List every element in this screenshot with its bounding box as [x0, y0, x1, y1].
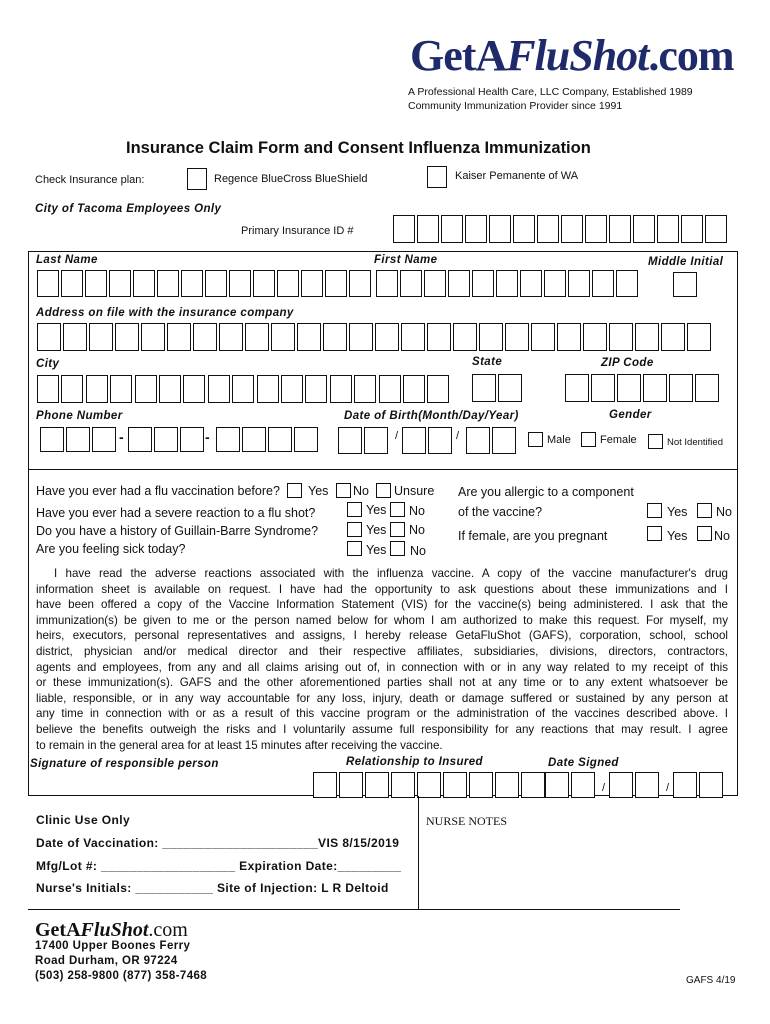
- phone-char-box[interactable]: [128, 427, 152, 452]
- q4-yes-label: Yes: [366, 543, 387, 557]
- primary-id-label: Primary Insurance ID #: [241, 225, 354, 237]
- phone-char-box[interactable]: [154, 427, 178, 452]
- consent-line: any time in connection with or as a result of this vaccine program or the administration of the vaccines described above. I: [36, 707, 728, 721]
- date-slash-2: /: [666, 782, 670, 794]
- date-signed-char-box[interactable]: [545, 772, 569, 798]
- consent-line: agents and employees, from any and all claims arising out of, in connection with or in any way related to my receipt of this: [36, 660, 728, 674]
- consent-line: have been offered a copy of the Vaccine Information Statement (VIS) for the vaccine(s) being administered. I ask that the: [36, 598, 728, 612]
- city-char-box[interactable]: [305, 375, 327, 403]
- first-name-char-box[interactable]: [568, 270, 590, 297]
- city-tacoma-label: City of Tacoma Employees Only: [35, 203, 222, 215]
- relationship-char-box[interactable]: [443, 772, 467, 798]
- address-char-box[interactable]: [453, 323, 477, 351]
- not-identified-label: Not Identified: [667, 437, 723, 448]
- primary-id-char-box[interactable]: [609, 215, 631, 243]
- date-slash-1: /: [602, 782, 606, 794]
- state-char-box[interactable]: [498, 374, 522, 402]
- city-char-box[interactable]: [330, 375, 352, 403]
- city-char-box[interactable]: [110, 375, 132, 403]
- zip-char-box[interactable]: [617, 374, 641, 402]
- consent-line: believe the benefits outweigh the risks and I voluntarily assume full responsibility for any reactions that may result. I agree: [36, 722, 728, 736]
- address-char-box[interactable]: [609, 323, 633, 351]
- q4-yes-checkbox[interactable]: [347, 541, 362, 556]
- kaiser-checkbox[interactable]: [427, 166, 447, 188]
- relationship-char-box[interactable]: [417, 772, 441, 798]
- phone-dash-1: -: [119, 429, 124, 445]
- last-name-char-box[interactable]: [85, 270, 107, 297]
- consent-line: or these immunization(s). GAFS and the other aforementioned parties shall not at any time or to any extent whatsoever be: [36, 676, 728, 690]
- primary-id-char-box[interactable]: [585, 215, 607, 243]
- last-name-char-box[interactable]: [109, 270, 131, 297]
- first-name-char-box[interactable]: [616, 270, 638, 297]
- first-name-char-box[interactable]: [448, 270, 470, 297]
- q5-no-checkbox[interactable]: [697, 503, 712, 518]
- relationship-char-box[interactable]: [313, 772, 337, 798]
- q3-no-checkbox[interactable]: [390, 522, 405, 537]
- signature-field[interactable]: [30, 770, 310, 794]
- dob-slash-2: /: [456, 430, 460, 442]
- question-flu-vaccination: Have you ever had a flu vaccination before?: [36, 484, 280, 498]
- relationship-char-box[interactable]: [521, 772, 545, 798]
- male-checkbox[interactable]: [528, 432, 543, 447]
- signature-label: Signature of responsible person: [30, 758, 219, 770]
- date-of-vaccination[interactable]: Date of Vaccination: ______________________VIS 8/15/2019: [36, 836, 400, 850]
- address-char-box[interactable]: [661, 323, 685, 351]
- last-name-label: Last Name: [36, 254, 98, 266]
- form-code: GAFS 4/19: [686, 975, 736, 986]
- zip-char-box[interactable]: [565, 374, 589, 402]
- phone-char-box[interactable]: [92, 427, 116, 452]
- footer-logo: GetAFluShot.com: [35, 919, 188, 941]
- phone-char-box[interactable]: [216, 427, 240, 452]
- q1-unsure-label: Unsure: [394, 484, 435, 498]
- date-signed-label: Date Signed: [548, 757, 619, 769]
- footer-phones: (503) 258-9800 (877) 358-7468: [35, 970, 208, 982]
- male-label: Male: [547, 434, 571, 446]
- dob-char-box[interactable]: [466, 427, 490, 454]
- first-name-label: First Name: [374, 254, 438, 266]
- middle-initial-label: Middle Initial: [648, 256, 724, 268]
- q5-yes-checkbox[interactable]: [647, 503, 662, 518]
- consent-paragraph: [36, 566, 728, 753]
- question-guillain-barre: Do you have a history of Guillain-Barre Syndrome?: [36, 524, 319, 538]
- city-char-box[interactable]: [257, 375, 279, 403]
- middle-initial-box[interactable]: [673, 272, 697, 297]
- q2-no-label: No: [409, 504, 425, 518]
- address-char-box[interactable]: [687, 323, 711, 351]
- city-char-box[interactable]: [86, 375, 108, 403]
- q2-no-checkbox[interactable]: [390, 502, 405, 517]
- dob-char-box[interactable]: [428, 427, 452, 454]
- date-signed-char-box[interactable]: [635, 772, 659, 798]
- consent-line: liable, responsible, or in any way accountable for any loss, injury, death or damage suffered or sustained by any person at: [36, 691, 728, 705]
- city-char-box[interactable]: [403, 375, 425, 403]
- city-char-box[interactable]: [379, 375, 401, 403]
- address-char-box[interactable]: [245, 323, 269, 351]
- last-name-char-box[interactable]: [253, 270, 275, 297]
- tagline-provider: Community Immunization Provider since 1991: [408, 100, 623, 112]
- primary-id-char-box[interactable]: [561, 215, 583, 243]
- question-severe-reaction: Have you ever had a severe reaction to a flu shot?: [36, 506, 316, 520]
- question-feeling-sick: Are you feeling sick today?: [36, 542, 186, 556]
- city-char-box[interactable]: [61, 375, 83, 403]
- dob-char-box[interactable]: [402, 427, 426, 454]
- address-char-box[interactable]: [349, 323, 373, 351]
- city-char-box[interactable]: [183, 375, 205, 403]
- zip-char-box[interactable]: [591, 374, 615, 402]
- address-char-box[interactable]: [219, 323, 243, 351]
- q3-yes-checkbox[interactable]: [347, 522, 362, 537]
- q6-yes-checkbox[interactable]: [647, 526, 662, 541]
- q2-yes-label: Yes: [366, 503, 387, 517]
- last-name-char-box[interactable]: [325, 270, 347, 297]
- mfg-lot[interactable]: Mfg/Lot #: ___________________ Expiration Date:_________: [36, 859, 402, 873]
- primary-id-char-box[interactable]: [537, 215, 559, 243]
- consent-line: district, physician and/or medical director and their respective affiliates, subsidiaries, divisions, directors, contractors,: [36, 644, 728, 658]
- consent-line: I have read the adverse reactions associated with the influenza vaccine. A copy of the vaccine manufacturer's drug: [54, 567, 728, 580]
- phone-dash-2: -: [205, 429, 210, 445]
- last-name-char-box[interactable]: [133, 270, 155, 297]
- dob-char-box[interactable]: [338, 427, 362, 454]
- date-signed-char-box[interactable]: [571, 772, 595, 798]
- nurse-notes-label: NURSE NOTES: [426, 814, 508, 828]
- relationship-char-box[interactable]: [391, 772, 415, 798]
- primary-id-char-box[interactable]: [681, 215, 703, 243]
- state-label: State: [472, 356, 503, 368]
- address-char-box[interactable]: [115, 323, 139, 351]
- dob-label: Date of Birth(Month/Day/Year): [344, 410, 519, 422]
- primary-id-char-box[interactable]: [705, 215, 727, 243]
- primary-id-char-box[interactable]: [633, 215, 655, 243]
- footer-address-2: Road Durham, OR 97224: [35, 955, 178, 967]
- q4-no-checkbox[interactable]: [390, 541, 405, 556]
- date-signed-char-box[interactable]: [699, 772, 723, 798]
- primary-id-char-box[interactable]: [489, 215, 511, 243]
- last-name-char-box[interactable]: [37, 270, 59, 297]
- female-label: Female: [600, 434, 637, 446]
- gender-label: Gender: [609, 409, 652, 421]
- form-title: Insurance Claim Form and Consent Influenza Immunization: [126, 139, 591, 157]
- city-char-box[interactable]: [159, 375, 181, 403]
- last-name-char-box[interactable]: [61, 270, 83, 297]
- city-char-box[interactable]: [37, 375, 59, 403]
- phone-label: Phone Number: [36, 410, 123, 422]
- city-char-box[interactable]: [208, 375, 230, 403]
- kaiser-label: Kaiser Pemanente of WA: [455, 170, 579, 182]
- first-name-char-box[interactable]: [592, 270, 614, 297]
- address-char-box[interactable]: [635, 323, 659, 351]
- zip-char-box[interactable]: [643, 374, 667, 402]
- address-char-box[interactable]: [401, 323, 425, 351]
- dob-char-box[interactable]: [364, 427, 388, 454]
- last-name-char-box[interactable]: [277, 270, 299, 297]
- address-char-box[interactable]: [557, 323, 581, 351]
- city-char-box[interactable]: [354, 375, 376, 403]
- check-plan-label: Check Insurance plan:: [35, 174, 145, 186]
- city-char-box[interactable]: [281, 375, 303, 403]
- primary-id-char-box[interactable]: [417, 215, 439, 243]
- q5-yes-label: Yes: [667, 505, 688, 519]
- primary-id-char-box[interactable]: [513, 215, 535, 243]
- primary-id-char-box[interactable]: [657, 215, 679, 243]
- phone-char-box[interactable]: [242, 427, 266, 452]
- female-checkbox[interactable]: [581, 432, 596, 447]
- address-char-box[interactable]: [297, 323, 321, 351]
- first-name-char-box[interactable]: [520, 270, 542, 297]
- relationship-char-box[interactable]: [339, 772, 363, 798]
- first-name-char-box[interactable]: [376, 270, 398, 297]
- footer-address-1: 17400 Upper Boones Ferry: [35, 940, 191, 952]
- phone-char-box[interactable]: [294, 427, 318, 452]
- q1-unsure-checkbox[interactable]: [376, 483, 391, 498]
- first-name-char-box[interactable]: [496, 270, 518, 297]
- last-name-char-box[interactable]: [181, 270, 203, 297]
- address-char-box[interactable]: [479, 323, 503, 351]
- q2-yes-checkbox[interactable]: [347, 502, 362, 517]
- state-char-box[interactable]: [472, 374, 496, 402]
- address-char-box[interactable]: [375, 323, 399, 351]
- last-name-char-box[interactable]: [205, 270, 227, 297]
- question-allergic-2: of the vaccine?: [458, 505, 543, 519]
- zip-label: ZIP Code: [601, 357, 654, 369]
- date-signed-char-box[interactable]: [609, 772, 633, 798]
- address-char-box[interactable]: [63, 323, 87, 351]
- first-name-char-box[interactable]: [424, 270, 446, 297]
- q3-no-label: No: [409, 523, 425, 537]
- dob-slash-1: /: [395, 430, 399, 442]
- regence-label: Regence BlueCross BlueShield: [214, 173, 368, 185]
- primary-id-char-box[interactable]: [465, 215, 487, 243]
- city-char-box[interactable]: [232, 375, 254, 403]
- phone-char-box[interactable]: [268, 427, 292, 452]
- address-char-box[interactable]: [427, 323, 451, 351]
- zip-char-box[interactable]: [669, 374, 693, 402]
- regence-checkbox[interactable]: [187, 168, 207, 190]
- address-char-box[interactable]: [167, 323, 191, 351]
- consent-line: to remain in the general area for at least 15 minutes after receiving the vaccine.: [36, 738, 443, 752]
- q3-yes-label: Yes: [366, 523, 387, 537]
- address-char-box[interactable]: [323, 323, 347, 351]
- address-char-box[interactable]: [37, 323, 61, 351]
- primary-id-char-box[interactable]: [393, 215, 415, 243]
- q1-yes-checkbox[interactable]: [287, 483, 302, 498]
- dob-char-box[interactable]: [492, 427, 516, 454]
- first-name-char-box[interactable]: [400, 270, 422, 297]
- address-char-box[interactable]: [505, 323, 529, 351]
- last-name-char-box[interactable]: [229, 270, 251, 297]
- question-pregnant: If female, are you pregnant: [458, 529, 608, 543]
- phone-char-box[interactable]: [40, 427, 64, 452]
- consent-line: immunization(s) be given to me or the person named below for whom I am authorized to make this request. For myself, my: [36, 613, 728, 627]
- q1-yes-label: Yes: [308, 484, 329, 498]
- relationship-label: Relationship to Insured: [346, 756, 483, 768]
- address-char-box[interactable]: [271, 323, 295, 351]
- phone-char-box[interactable]: [66, 427, 90, 452]
- date-signed-char-box[interactable]: [673, 772, 697, 798]
- relationship-char-box[interactable]: [495, 772, 519, 798]
- nurse-notes-area[interactable]: [426, 830, 726, 906]
- tagline-established: A Professional Health Care, LLC Company, Established 1989: [408, 86, 693, 98]
- last-name-char-box[interactable]: [157, 270, 179, 297]
- address-char-box[interactable]: [141, 323, 165, 351]
- address-char-box[interactable]: [89, 323, 113, 351]
- relationship-char-box[interactable]: [365, 772, 389, 798]
- city-label: City: [36, 358, 60, 370]
- address-label: Address on file with the insurance company: [36, 307, 294, 319]
- q6-yes-label: Yes: [667, 529, 688, 543]
- q6-no-checkbox[interactable]: [697, 526, 712, 541]
- nurse-initials[interactable]: Nurse's Initials: ___________ Site of Injection: L R Deltoid: [36, 881, 389, 895]
- phone-char-box[interactable]: [180, 427, 204, 452]
- question-allergic-1: Are you allergic to a component: [458, 485, 634, 499]
- q4-no-label: No: [410, 544, 426, 558]
- consent-line: information sheet is available on request. I have had the opportunity to ask questions about these immunizations and I: [36, 582, 728, 596]
- address-char-box[interactable]: [531, 323, 555, 351]
- q5-no-label: No: [716, 505, 732, 519]
- city-char-box[interactable]: [135, 375, 157, 403]
- first-name-char-box[interactable]: [544, 270, 566, 297]
- q1-no-checkbox[interactable]: [336, 483, 351, 498]
- address-char-box[interactable]: [193, 323, 217, 351]
- not-identified-checkbox[interactable]: [648, 434, 663, 449]
- zip-char-box[interactable]: [695, 374, 719, 402]
- address-char-box[interactable]: [583, 323, 607, 351]
- q1-no-label: No: [353, 484, 369, 498]
- last-name-char-box[interactable]: [349, 270, 371, 297]
- q6-no-label: No: [714, 529, 730, 543]
- last-name-char-box[interactable]: [301, 270, 323, 297]
- clinic-use-only: Clinic Use Only: [36, 813, 131, 827]
- primary-id-char-box[interactable]: [441, 215, 463, 243]
- consent-line: heirs, executors, personal representatives and assigns, I hereby release GetaFluShot (GAFS), corporation, school, school: [36, 629, 728, 643]
- relationship-char-box[interactable]: [469, 772, 493, 798]
- city-char-box[interactable]: [427, 375, 449, 403]
- company-logo: GetAFluShot.com: [410, 31, 734, 80]
- first-name-char-box[interactable]: [472, 270, 494, 297]
